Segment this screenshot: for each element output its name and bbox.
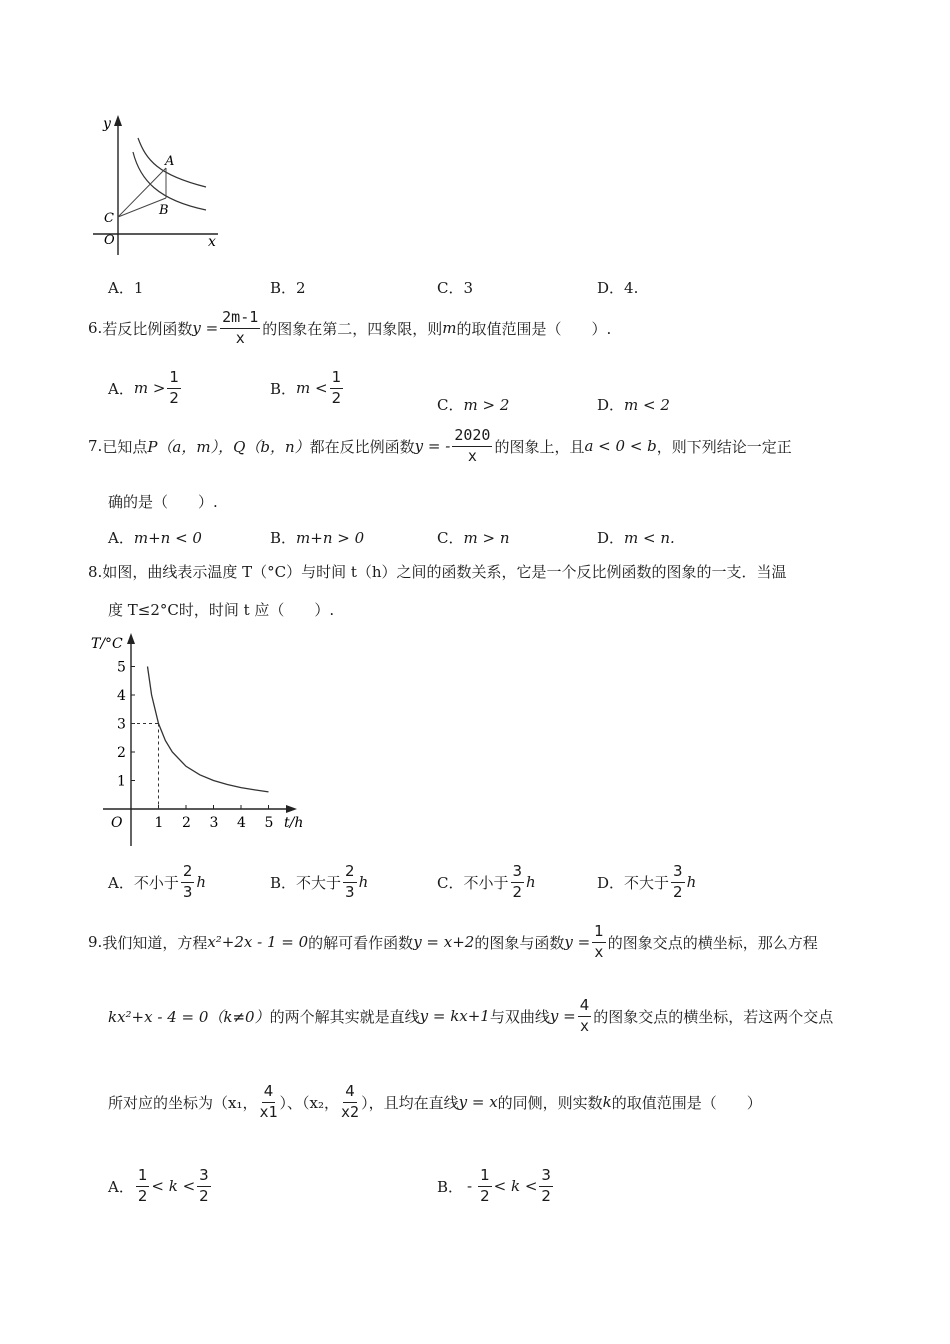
q8-curve <box>148 667 269 792</box>
q9-option-b[interactable]: B． - $\frac{1}{2}$ < k < $\frac{3}{2}$ <box>437 1166 551 1205</box>
q8-y-tick-label: 1 <box>117 773 126 790</box>
q7-stem-line2: 确的是（ ）. <box>108 493 218 511</box>
q7-fraction: $\frac{2020}{x}$ <box>454 426 491 465</box>
q5-option-b[interactable]: B．2 <box>270 279 306 297</box>
q5-y-label: y <box>103 116 111 132</box>
q8-option-a[interactable]: A． 不小于 $\frac{2}{3}$ h <box>108 862 207 901</box>
q7-option-a[interactable]: A．m+n < 0 <box>108 529 202 547</box>
q6-fraction: $\frac{2m-1}{x}$ <box>222 308 259 347</box>
q8-x-tick-label: 5 <box>264 815 274 831</box>
q8-x-tick-label: 3 <box>209 815 219 831</box>
q9-option-a[interactable]: A． $\frac{1}{2}$ < k < $\frac{3}{2}$ <box>108 1166 209 1205</box>
q6-option-d[interactable]: D．m < 2 <box>597 396 670 414</box>
q6-option-b[interactable]: B． m < $\frac{1}{2}$ <box>270 368 342 407</box>
q7-option-b[interactable]: B．m+n > 0 <box>270 529 365 547</box>
q5-point-c: C <box>104 211 114 226</box>
q7-option-d[interactable]: D．m < n. <box>597 529 675 547</box>
q8-chart <box>85 628 315 853</box>
q5-x-label: x <box>208 234 216 250</box>
q8-option-c[interactable]: C． 不小于 $\frac{3}{2}$ h <box>437 862 536 901</box>
q8-x-title: t/h <box>284 815 304 831</box>
q5-option-c[interactable]: C．3 <box>437 279 474 297</box>
q9-stem-line2: kx²+x - 4 = 0（k≠0） 的两个解其实就是直线 y = kx+1 与双曲线 y = $\frac{4}{x}$ 的图象交点的横坐标，若这两个交点 <box>108 996 834 1035</box>
q5-option-a[interactable]: A．1 <box>108 279 144 297</box>
q8-y-tick-label: 5 <box>117 659 126 676</box>
q8-option-b[interactable]: B． 不大于 $\frac{2}{3}$ h <box>270 862 369 901</box>
q6-option-c[interactable]: C．m > 2 <box>437 396 510 414</box>
q8-x-tick-label: 2 <box>182 815 191 831</box>
q8-x-tick-label: 1 <box>154 815 164 831</box>
q6-option-a[interactable]: A． m > $\frac{1}{2}$ <box>108 368 179 407</box>
q8-stem-line1: 8.如图，曲线表示温度 T（°C）与时间 t（h）之间的函数关系，它是一个反比例函数的图象的一支．当温 <box>88 563 787 581</box>
q8-origin: O <box>111 815 123 831</box>
q8-x-tick-label: 4 <box>237 815 246 831</box>
q8-stem-line2: 度 T≤2°C时，时间 t 应（ ）. <box>108 601 335 619</box>
q8-y-tick-label: 4 <box>117 688 126 704</box>
q9-stem-line1: 9. 我们知道，方程 x²+2x - 1 = 0 的解可看作函数 y = x+2 的图象与函数 y = $\frac{1}{x}$ 的图象交点的横坐标，那么方程 <box>88 922 818 961</box>
q8-y-tick-label: 3 <box>117 716 126 733</box>
q5-option-d[interactable]: D．4. <box>597 279 639 297</box>
q5-origin: O <box>104 233 115 248</box>
q8-y-title: T/°C <box>91 636 123 652</box>
q7-stem: 7. 已知点 P（a，m）， Q（b，n） 都在反比例函数 y = - $\frac{2020}{x}$ 的图象上，且 a < 0 < b ，则下列结论一定正 <box>88 426 792 465</box>
q8-y-tick-label: 2 <box>117 745 126 761</box>
q9-stem-line3: 所对应的坐标为（x₁， $\frac{4}{x1}$ ）、（x₂， $\frac{4}{x2}$ ），且均在直线 y = x 的同侧，则实数 k 的取值范围是（ ） <box>108 1082 762 1121</box>
q8-option-d[interactable]: D． 不大于 $\frac{3}{2}$ h <box>597 862 697 901</box>
q7-option-c[interactable]: C．m > n <box>437 529 510 547</box>
q5-point-a: A <box>165 154 175 169</box>
q6-stem: 6. 若反比例函数 y = $\frac{2m-1}{x}$ 的图象在第二，四象限，则 m 的取值范围是（ ）. <box>88 308 612 347</box>
q5-figure <box>88 110 233 260</box>
q5-point-b: B <box>159 203 169 218</box>
